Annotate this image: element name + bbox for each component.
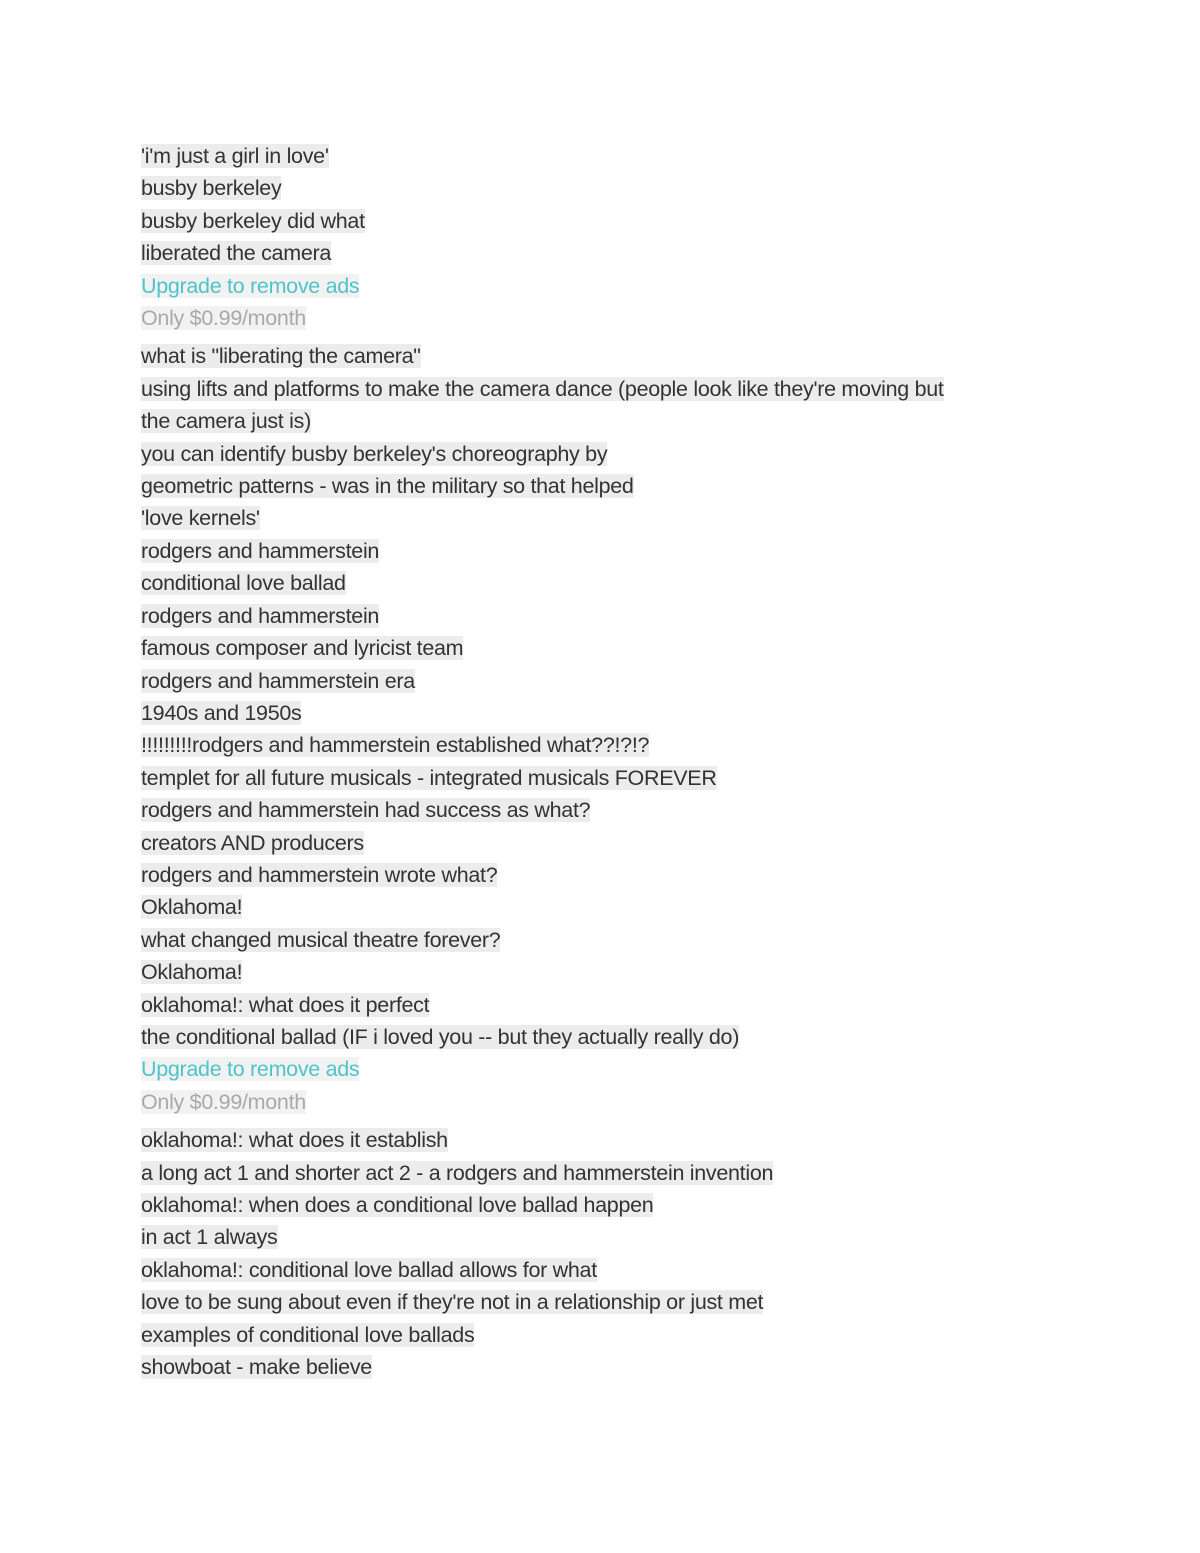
text-line: 'love kernels'	[141, 506, 260, 531]
text-line: templet for all future musicals - integrated musicals FOREVER	[141, 765, 717, 790]
text-line: oklahoma!: when does a conditional love ballad happen	[141, 1193, 654, 1217]
text-line: oklahoma!: conditional love ballad allows for what	[141, 1257, 597, 1282]
text-line: what is "liberating the camera"	[141, 344, 421, 369]
text-line: liberated the camera	[141, 241, 331, 266]
text-line: showboat - make believe	[141, 1355, 372, 1380]
text-line: busby berkeley did what	[141, 208, 365, 233]
ad-price-text: Only $0.99/month	[141, 306, 306, 331]
text-line: the conditional ballad (IF i loved you -- but they actually really do)	[141, 1024, 740, 1049]
ad-price-text: Only $0.99/month	[141, 1089, 306, 1114]
text-line: rodgers and hammerstein era	[141, 668, 415, 693]
text-line: the camera just is)	[141, 409, 311, 434]
text-line: Oklahoma!	[141, 960, 243, 985]
text-line: 'i'm just a girl in love'	[141, 144, 329, 168]
text-line: using lifts and platforms to make the camera dance (people look like they're moving but	[141, 376, 944, 401]
text-line: rodgers and hammerstein had success as what?	[141, 798, 591, 823]
text-line: 1940s and 1950s	[141, 700, 302, 725]
text-line: rodgers and hammerstein	[141, 603, 380, 628]
text-line: love to be sung about even if they're not in a relationship or just met	[141, 1290, 764, 1315]
text-line: oklahoma!: what does it establish	[141, 1128, 448, 1153]
text-line: what changed musical theatre forever?	[141, 927, 501, 952]
text-line: geometric patterns - was in the military so that helped	[141, 474, 634, 499]
text-line: Oklahoma!	[141, 895, 243, 920]
text-line: you can identify busby berkeley's choreography by	[141, 441, 608, 466]
text-line: famous composer and lyricist team	[141, 636, 464, 661]
upgrade-ad-link[interactable]: Upgrade to remove ads	[141, 273, 360, 298]
text-line: conditional love ballad	[141, 571, 346, 596]
text-line: creators AND producers	[141, 830, 364, 855]
text-line: a long act 1 and shorter act 2 - a rodgers and hammerstein invention	[141, 1160, 774, 1185]
text-line: !!!!!!!!!rodgers and hammerstein established what??!?!?	[141, 733, 650, 758]
text-line: examples of conditional love ballads	[141, 1322, 475, 1347]
document-page	[141, 140, 1061, 1383]
text-line: in act 1 always	[141, 1225, 278, 1250]
section-2	[141, 340, 1061, 1053]
section-1	[141, 140, 1061, 270]
text-line: oklahoma!: what does it perfect	[141, 992, 430, 1017]
text-line: rodgers and hammerstein wrote what?	[141, 862, 498, 887]
section-3	[141, 1124, 1061, 1383]
upgrade-ad-link[interactable]: Upgrade to remove ads	[141, 1057, 360, 1082]
text-line: rodgers and hammerstein	[141, 538, 380, 563]
text-line: busby berkeley	[141, 176, 282, 201]
